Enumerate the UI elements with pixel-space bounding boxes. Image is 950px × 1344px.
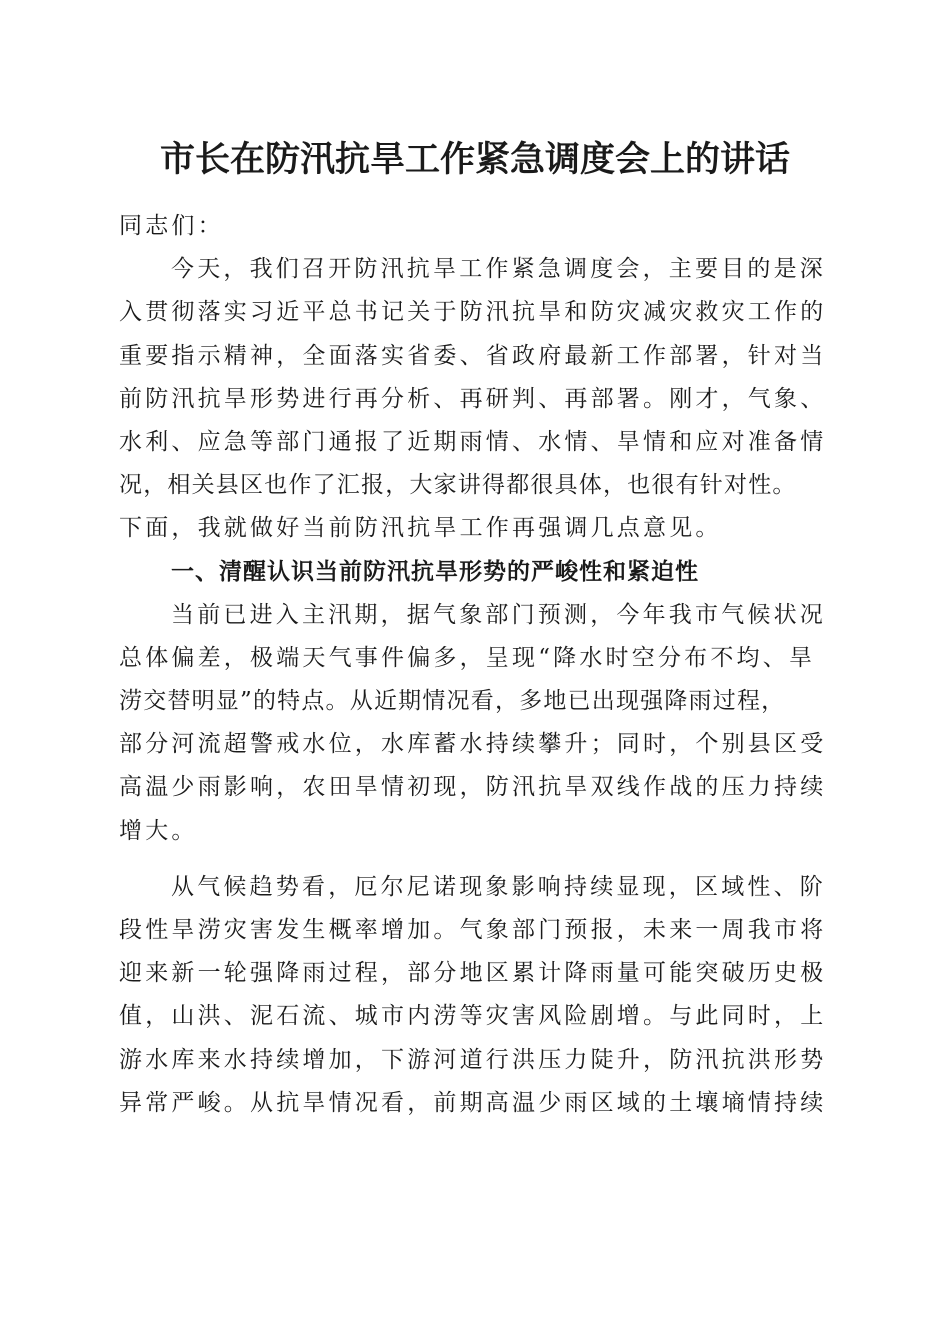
salutation: 同志们： [119,213,224,239]
intro-line: 今天，我们召开防汛抗旱工作紧急调度会，主要目的是深 [171,256,826,283]
paragraph-line: 游水库来水持续增加，下游河道行洪压力陡升，防汛抗洪形势 [119,1046,827,1073]
intro-line: 前防汛抗旱形势进行再分析、再研判、再部署。刚才，气象、 [119,385,827,412]
paragraph-line: 段性旱涝灾害发生概率增加。气象部门预报，未来一周我市将 [119,917,827,943]
paragraph-gap [119,853,831,866]
document-title: 市长在防汛抗旱工作紧急调度会上的讲话 [159,139,790,180]
paragraph-line: 部分河流超警戒水位，水库蓄水持续攀升；同时，个别县区受 [119,731,827,758]
section-heading: 一、清醒认识当前防汛抗旱形势的严峻性和紧迫性 [171,558,699,585]
paragraph-line: 涝交替明显”的特点。从近期情况看，多地已出现强降雨过程， [119,688,786,715]
intro-line: 水利、应急等部门通报了近期雨情、水情、旱情和应对准备情 [119,428,827,455]
paragraph-line: 高温少雨影响，农田旱情初现，防汛抗旱双线作战的压力持续 [119,774,827,801]
paragraph-line: 迎来新一轮强降雨过程，部分地区累计降雨量可能突破历史极 [119,960,827,987]
paragraph-line: 从气候趋势看，厄尔尼诺现象影响持续显现，区域性、阶 [171,873,826,900]
intro-line: 重要指示精神，全面落实省委、省政府最新工作部署，针对当 [119,342,827,369]
intro-line: 下面，我就做好当前防汛抗旱工作再强调几点意见。 [119,515,722,542]
intro-line: 况，相关县区也作了汇报，大家讲得都很具体，也很有针对性。 [119,472,797,499]
paragraph-line: 增大。 [119,817,198,844]
paragraph-line: 异常严峻。从抗旱情况看，前期高温少雨区域的土壤墒情持续 [119,1089,827,1116]
paragraph-line: 总体偏差，极端天气事件偏多，呈现“降水时空分布不均、旱 [119,644,816,671]
paragraph-line: 值，山洪、泥石流、城市内涝等灾害风险剧增。与此同时，上 [119,1003,827,1030]
paragraph-line: 当前已进入主汛期，据气象部门预测，今年我市气候状况 [171,601,826,628]
intro-line: 入贯彻落实习近平总书记关于防汛抗旱和防灾减灾救灾工作的 [119,299,827,326]
document-body [119,205,831,1125]
